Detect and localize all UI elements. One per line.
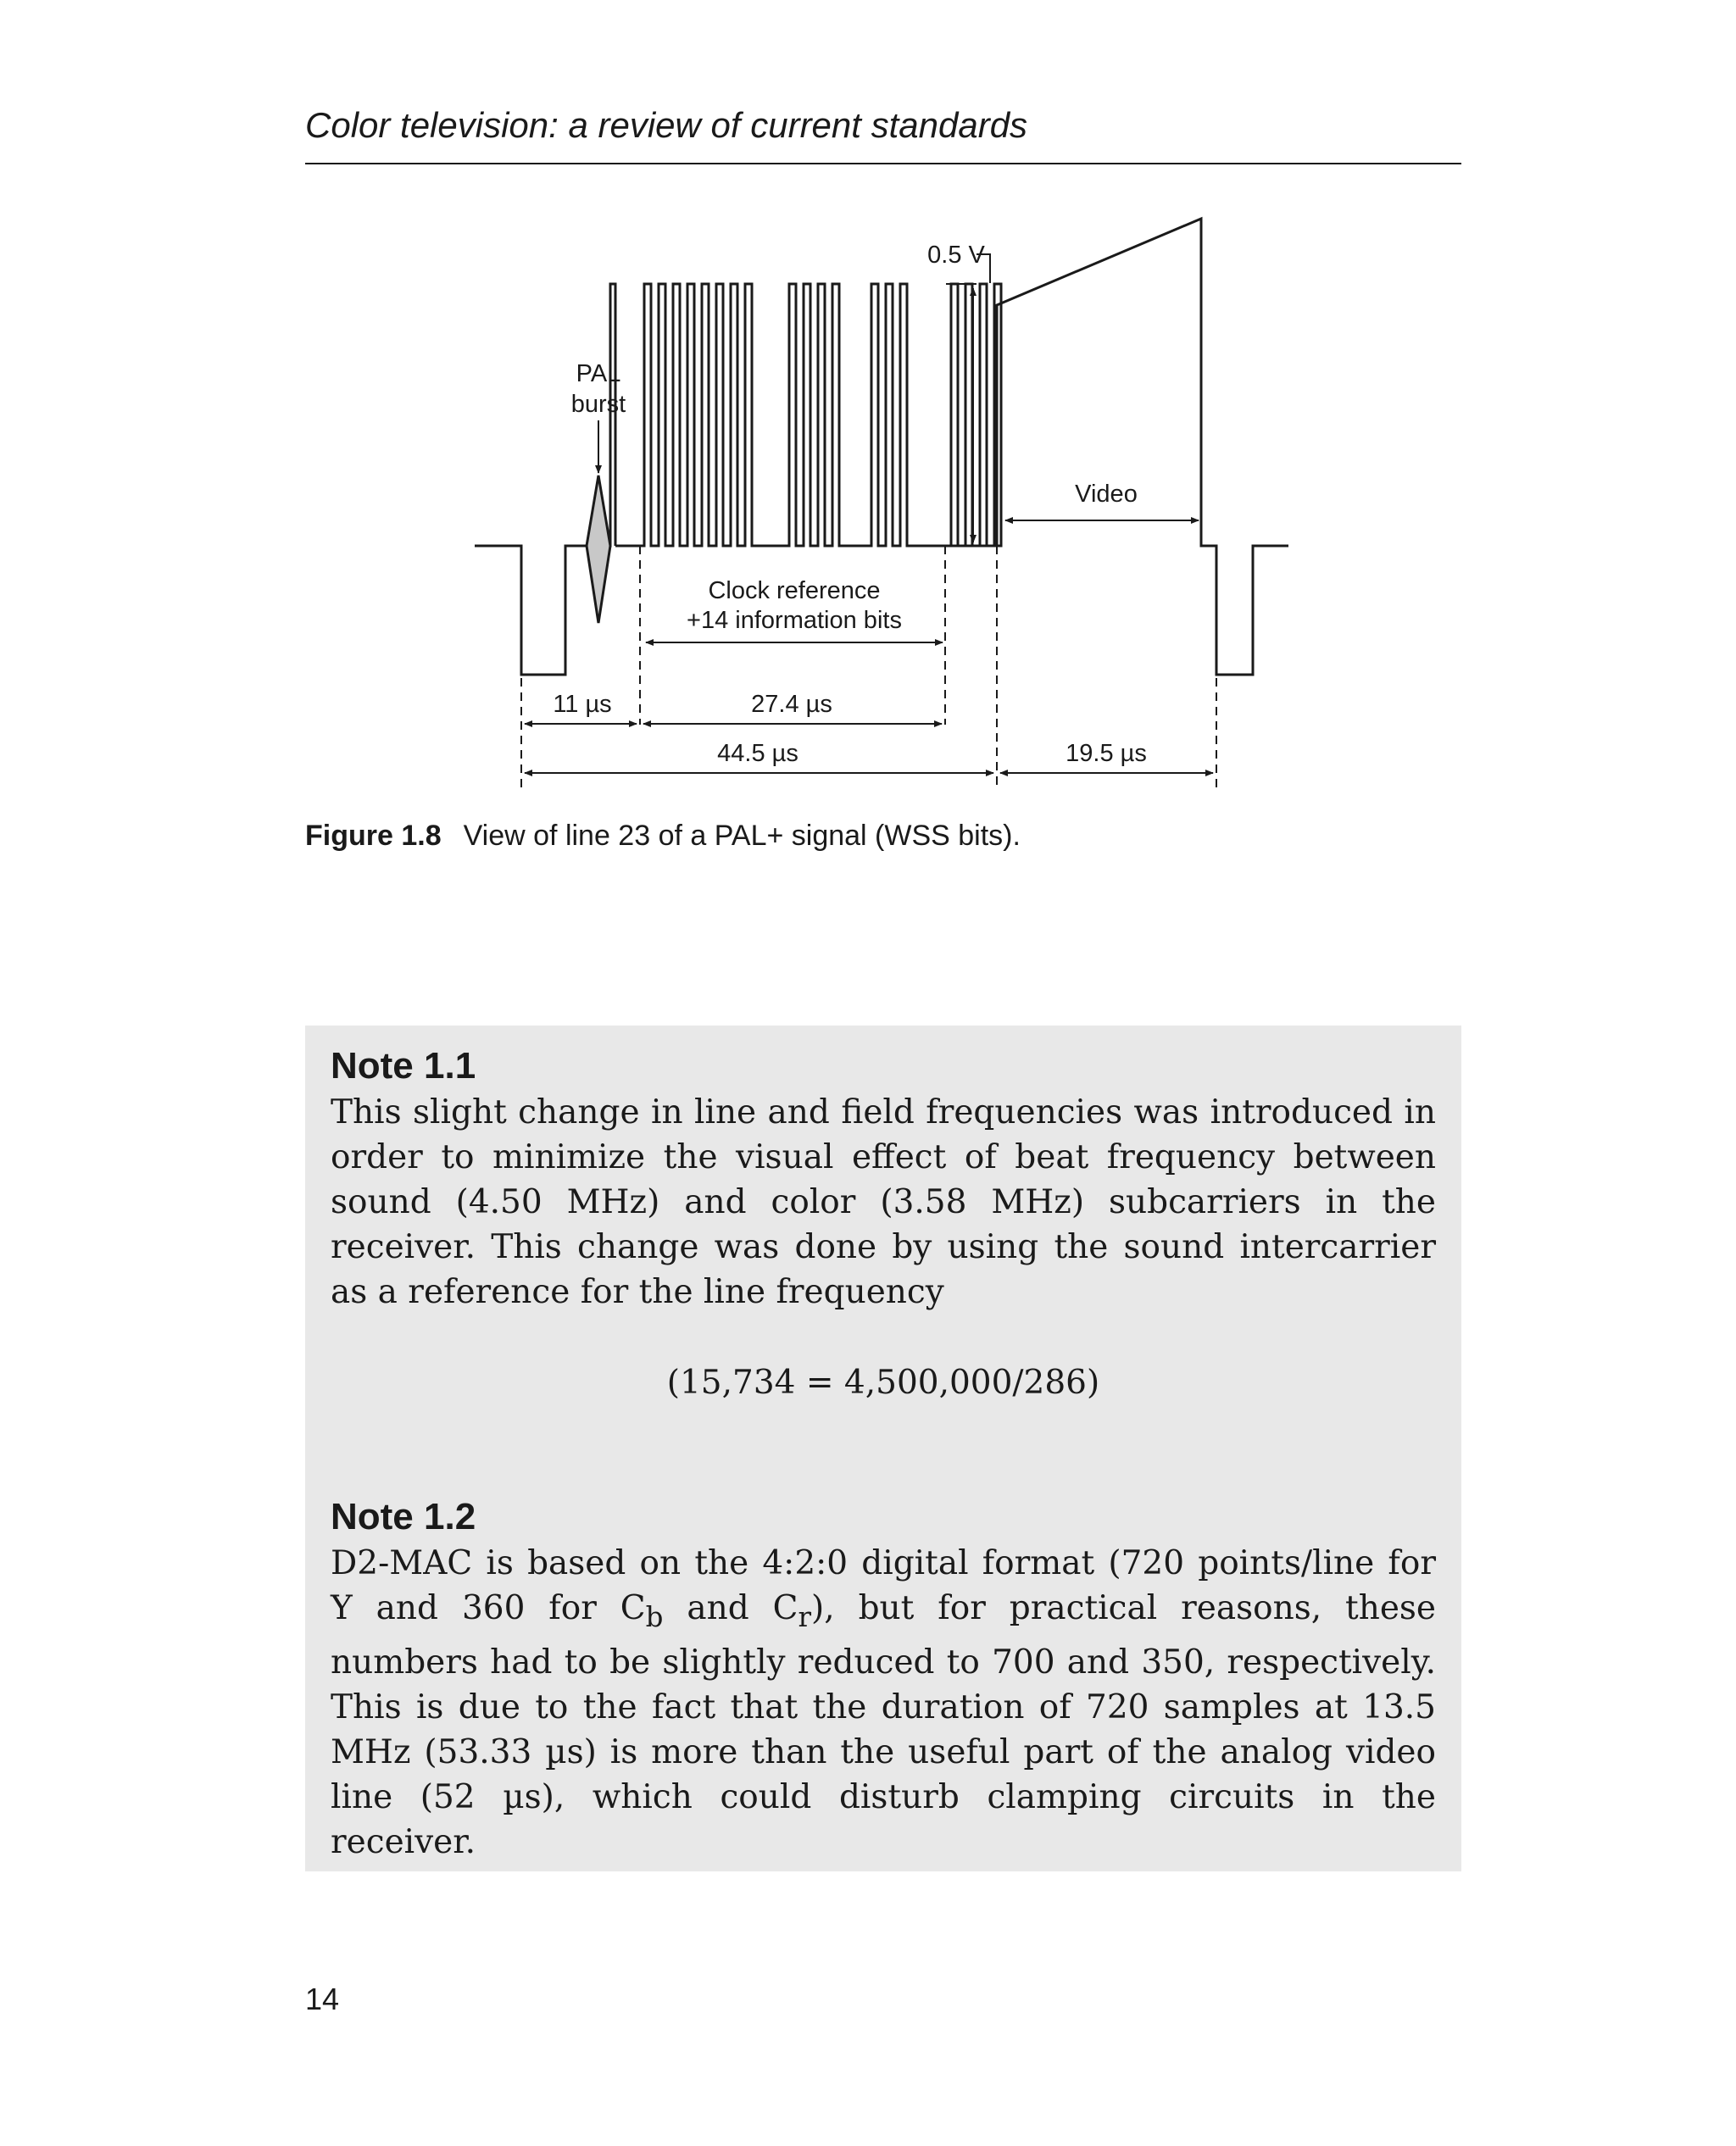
note-text: ), but for practical reasons, these numbers had to be slightly reduced to 700 and 350, respectively. This is due to the fact that the duration of 720 samples at 13.5 MHz (53.33 µs) is more than the useful part of the analog video line (52 µs), which could disturb clamping circuits in the receiver.	[331, 1589, 1436, 1861]
notes-box	[305, 1026, 1461, 1871]
subscript-r: r	[798, 1600, 812, 1633]
note-equation: (15,734 = 4,500,000/286)	[666, 1364, 1100, 1402]
voltage-label: 0.5 V	[927, 242, 985, 269]
pal-burst-shape	[587, 475, 610, 623]
note-title: Note 1.1	[331, 1045, 476, 1087]
header-rule	[305, 163, 1461, 164]
note-text: and C	[663, 1589, 798, 1627]
video-label: Video	[1075, 481, 1138, 508]
wss-bit-pulses	[615, 284, 1001, 546]
dim-27us-label: 27.4 µs	[751, 691, 832, 718]
signal-trace	[475, 284, 615, 675]
burst-label: burst	[570, 391, 626, 418]
dim-11us-label: 11 µs	[553, 691, 612, 718]
note-body	[331, 1541, 1436, 1865]
pal-label: PAL	[576, 360, 621, 387]
clock-label-line2: +14 information bits	[687, 607, 902, 634]
subscript-b: b	[645, 1600, 664, 1633]
note-text: D2-MAC is based on the 4:2:0 digital format (720 points/line for Y and 360 for C	[331, 1544, 1436, 1627]
page-number: 14	[305, 1982, 340, 2016]
dim-44us-label: 44.5 µs	[717, 740, 798, 767]
figure-caption-text: View of line 23 of a PAL+ signal (WSS bits).	[463, 820, 1021, 852]
figure-caption	[305, 817, 1461, 854]
note-1-1	[331, 1042, 1436, 1405]
dim-19us-label: 19.5 µs	[1066, 740, 1147, 767]
running-header: Color television: a review of current standards	[305, 105, 1028, 145]
figure-number: Figure 1.8	[305, 820, 442, 852]
figure-wss-signal	[458, 203, 1305, 797]
note-1-2	[331, 1493, 1436, 1865]
note-body: This slight change in line and field frequencies was introduced in order to minimize the visual effect of beat frequency between sound (4.50 MHz) and color (3.58 MHz) subcarriers in the receiver. This change was done by using the sound intercarrier as a reference for the line frequency	[331, 1093, 1436, 1311]
note-title: Note 1.2	[331, 1496, 476, 1537]
clock-label-line1: Clock reference	[708, 577, 881, 604]
wss-signal-diagram	[458, 203, 1305, 797]
